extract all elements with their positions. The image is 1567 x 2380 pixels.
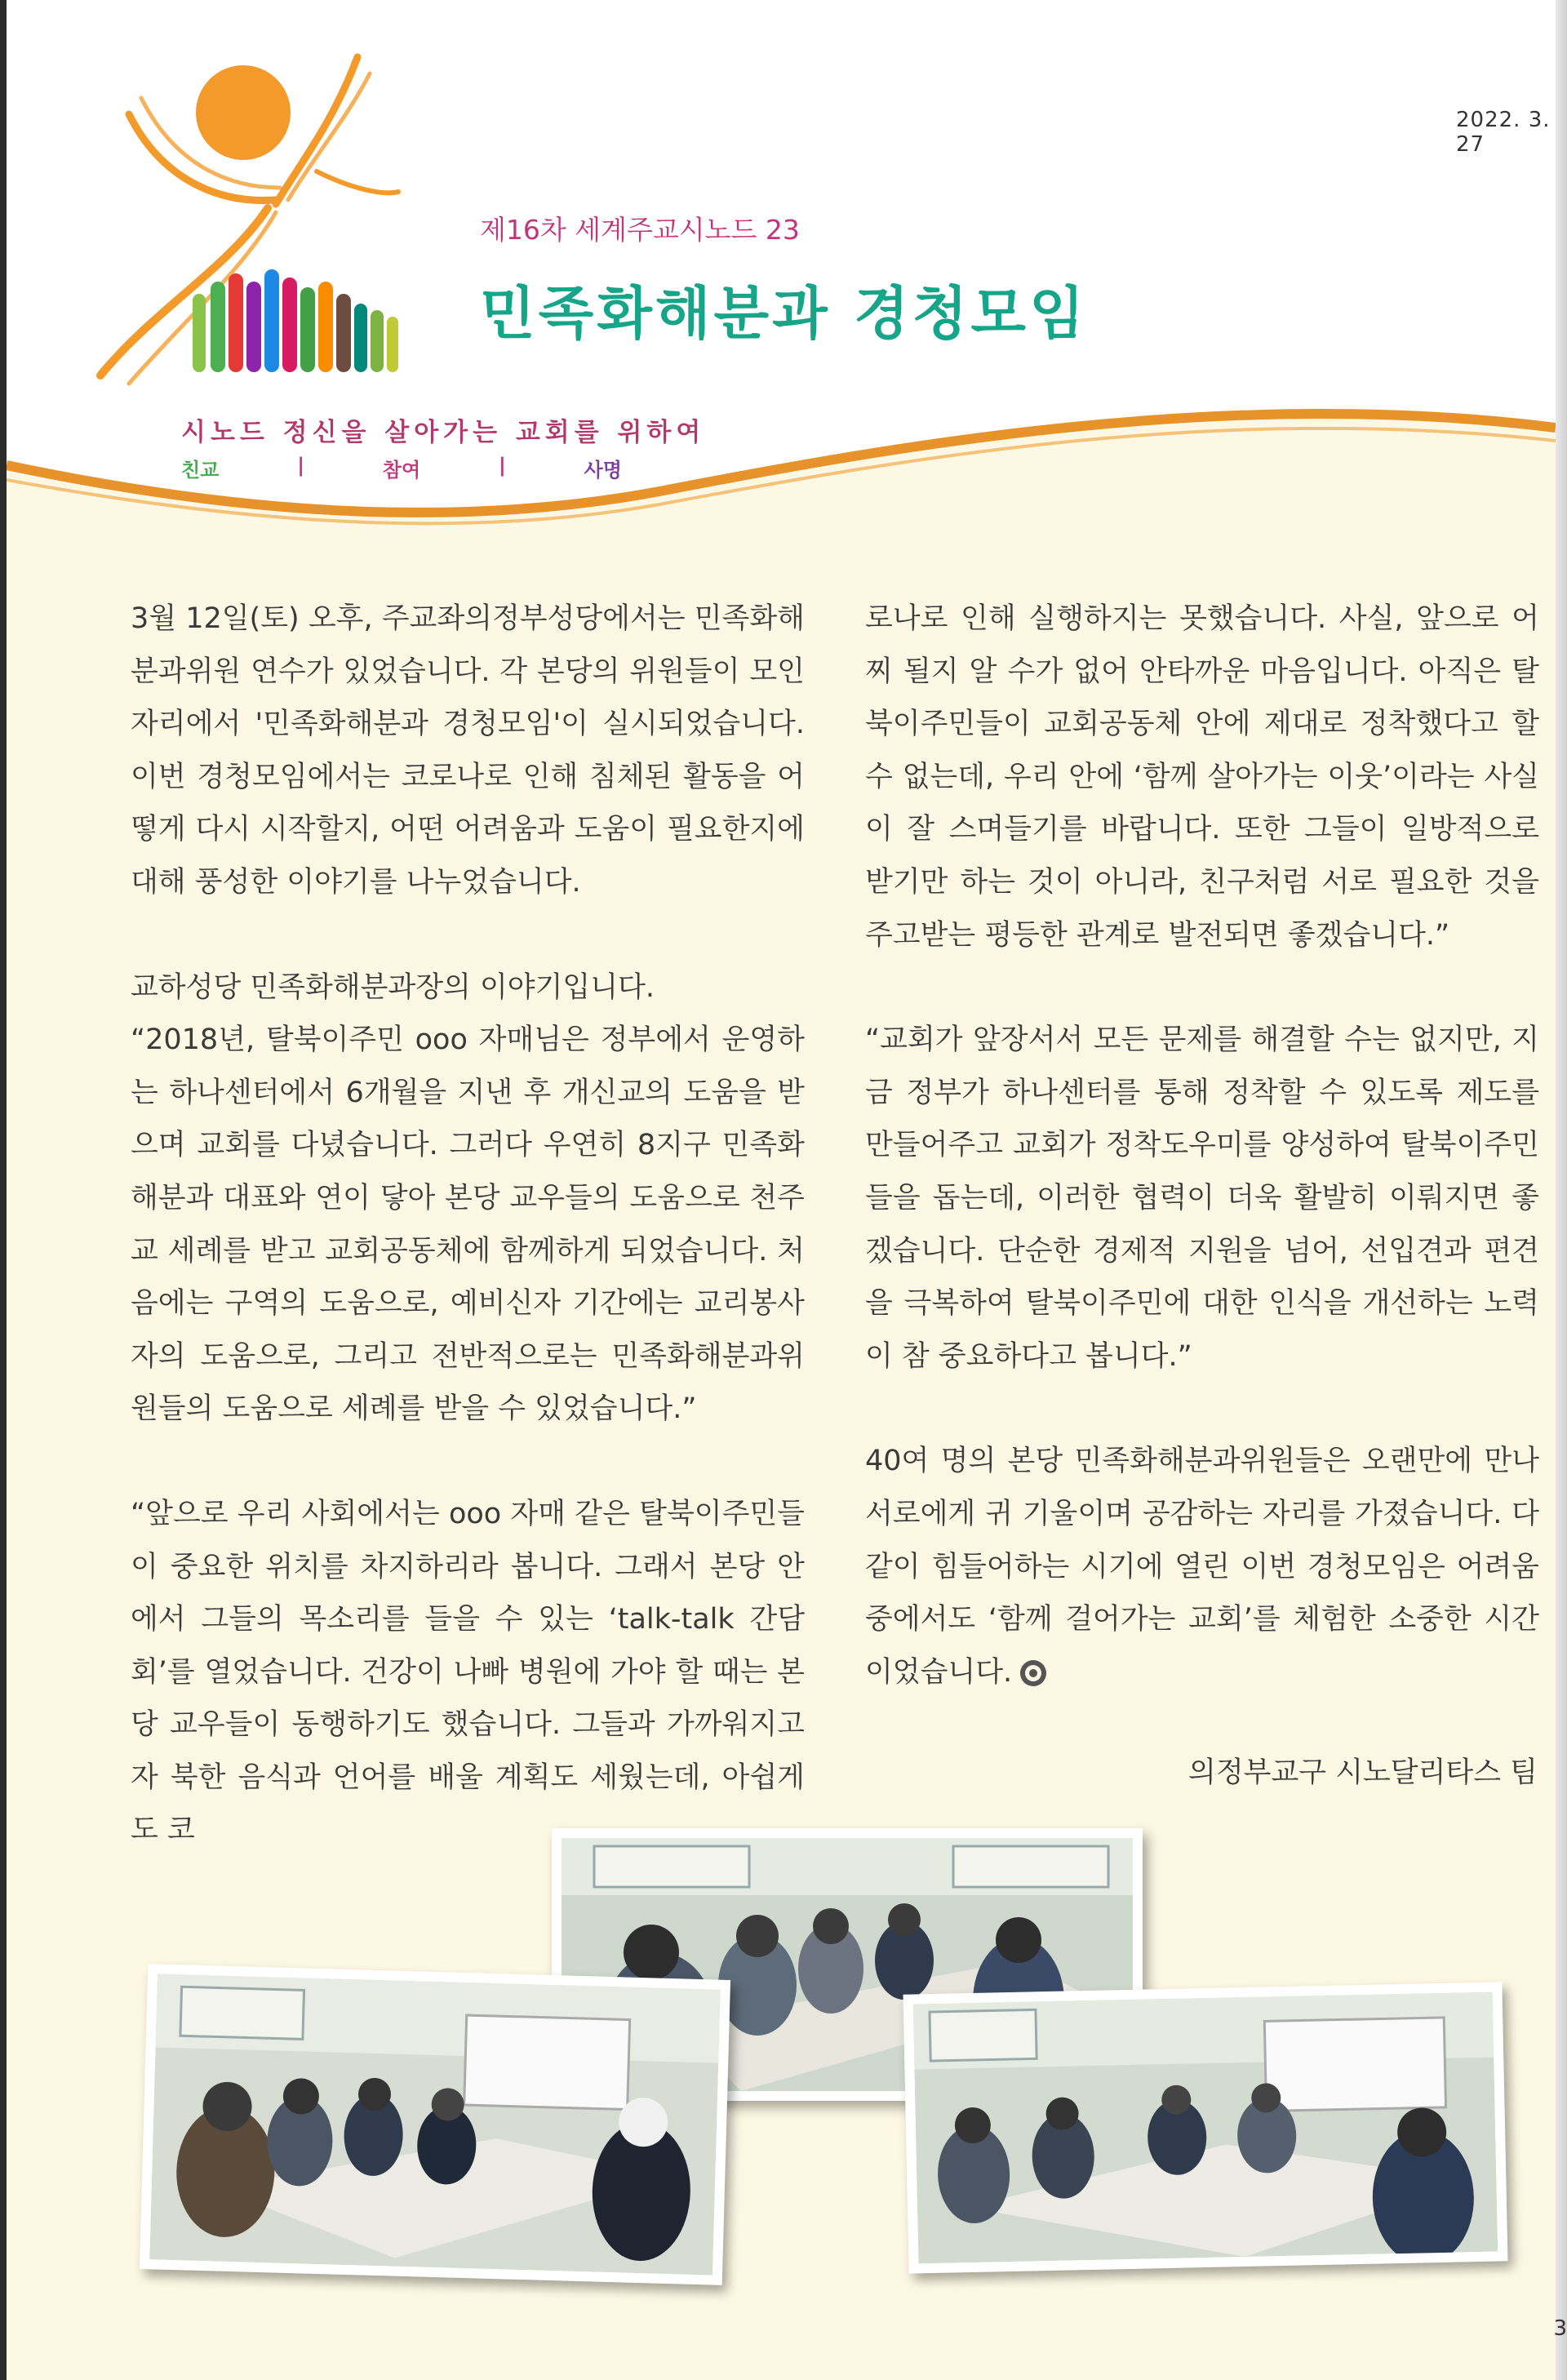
value-separator: |: [499, 454, 506, 477]
series-subtitle: 제16차 세계주교시노드 23: [480, 214, 800, 246]
page-frame-right: [1556, 0, 1567, 2380]
article-column-left: [131, 593, 805, 1857]
article-paragraph: 교하성당 민족화해분과장의 이야기입니다.: [131, 970, 655, 1004]
closing-text: 40여 명의 본당 민족화해분과위원들은 오랜만에 만나 서로에게 귀 기울이며 공감하는 자리를 가졌습니다. 다 같이 힘들어하는 시기에 열린 이번 경청모임은 어려움 중에서도 ‘함께 걸어가는 교회’를 체험한 소중한 시간이었습니다.: [865, 1445, 1539, 1689]
value-participation: 참여: [382, 459, 421, 482]
page-frame-left: [0, 0, 7, 2380]
issue-date: 2022. 3. 27: [1456, 108, 1551, 157]
article-paragraph: 3월 12일(토) 오후, 주교좌의정부성당에서는 민족화해분과위원 연수가 있었습니다. 각 본당의 위원들이 모인 자리에서 '민족화해분과 경청모임'이 실시되었습니다. 이번 경청모임에서는 코로나로 인해 침체된 활동을 어떻게 다시 시작할지, 어떤 어려움과 도움이 필요한지에 대해 풍성한 이야기를 나누었습니다.: [131, 602, 805, 899]
value-mission: 사명: [584, 459, 622, 482]
author-signature: 의정부교구 시노달리타스 팀: [1188, 1756, 1538, 1789]
article-column-right: [865, 593, 1539, 1698]
article-quote: “교회가 앞장서서 모든 문제를 해결할 수는 없지만, 지금 정부가 하나센터를 통해 정착할 수 있도록 제도를 만들어주고 교회가 정착도우미를 양성하여 탈북이주민들을 돕는데, 이러한 협력이 더욱 활발히 이뤄지면 좋겠습니다. 단순한 경제적 지원을 넘어, 선입견과 편견을 극복하여 탈북이주민에 대한 인식을 개선하는 노력이 참 중요하다고 봅니다.”: [865, 1023, 1539, 1373]
meeting-photo-left: [140, 1964, 730, 2285]
end-mark-icon: [1019, 1658, 1048, 1688]
value-separator: |: [297, 454, 304, 477]
page-title: 민족화해분과 경청모임: [480, 280, 1088, 347]
synod-values: [181, 454, 622, 482]
meeting-photo-right: [903, 1982, 1507, 2273]
page-header: [7, 0, 1556, 571]
article-quote: 로나로 인해 실행하지는 못했습니다. 사실, 앞으로 어찌 될지 알 수가 없어 안타까운 마음입니다. 아직은 탈북이주민들이 교회공동체 안에 제대로 정착했다고 할 수 없는데, 우리 안에 ‘함께 살아가는 이웃’이라는 사실이 잘 스며들기를 바랍니다. 또한 그들이 일방적으로 받기만 하는 것이 아니라, 친구처럼 서로 필요한 것을 주고받는 평등한 관계로 발전되면 좋겠습니다.”: [865, 602, 1539, 952]
page-number: 3: [1553, 2316, 1567, 2341]
slogan: 시노드 정신을 살아가는 교회를 위하여: [181, 418, 706, 447]
article-quote: “2018년, 탈북이주민 ooo 자매님은 정부에서 운영하는 하나센터에서 6개월을 지낸 후 개신교의 도움을 받으며 교회를 다녔습니다. 그러다 우연히 8지구 민족화해분과 대표와 연이 닿아 본당 교우들의 도움으로 천주교 세례를 받고 교회공동체에 함께하게 되었습니다. 처음에는 구역의 도움으로, 예비신자 기간에는 교리봉사자의 도움으로, 그리고 전반적으로는 민족화해분과위원들의 도움으로 세례를 받을 수 있었습니다.”: [131, 1023, 805, 1426]
article-quote: “앞으로 우리 사회에서는 ooo 자매 같은 탈북이주민들이 중요한 위치를 차지하리라 봅니다. 그래서 본당 안에서 그들의 목소리를 들을 수 있는 ‘talk-talk 간담회’를 열었습니다. 건강이 나빠 병원에 가야 할 때는 본당 교우들이 동행하기도 했습니다. 그들과 가까워지고자 북한 음식과 언어를 배울 계획도 세웠는데, 아쉽게도 코: [131, 1497, 805, 1847]
value-communion: 친교: [181, 459, 220, 482]
article-paragraph: [865, 1435, 1539, 1698]
